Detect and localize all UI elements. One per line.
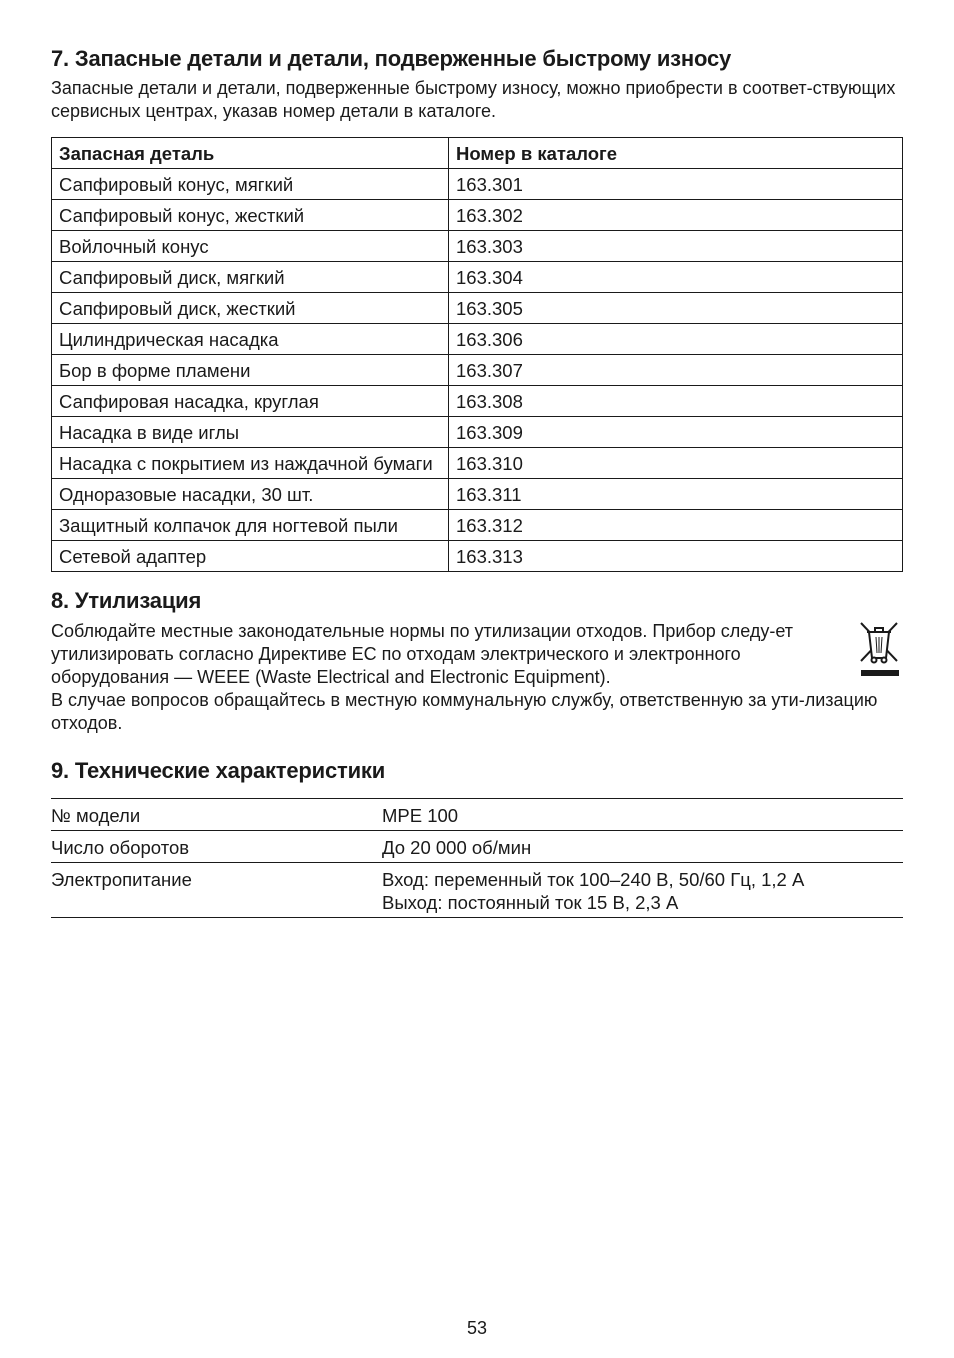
part-name-cell: Цилиндрическая насадка: [52, 324, 449, 355]
spec-label: № модели: [51, 799, 382, 831]
spec-label: Электропитание: [51, 863, 382, 918]
catalog-number-cell: 163.313: [449, 541, 903, 572]
catalog-number-cell: 163.308: [449, 386, 903, 417]
catalog-number-cell: 163.302: [449, 200, 903, 231]
part-name-cell: Насадка с покрытием из наждачной бумаги: [52, 448, 449, 479]
table-row: [52, 386, 903, 417]
catalog-number-cell: 163.309: [449, 417, 903, 448]
disposal-block: [51, 620, 903, 735]
section-7-intro: Запасные детали и детали, подверженные быстрому износу, можно приобрести в соответ-ствующих сервисных центрах, указав номер детали в каталоге.: [51, 78, 896, 121]
spec-value-line: Вход: переменный ток 100–240 В, 50/60 Гц, 1,2 А: [382, 869, 805, 890]
table-row: [52, 417, 903, 448]
part-name-cell: Сапфировый диск, жесткий: [52, 293, 449, 324]
part-name-cell: Сапфировый диск, мягкий: [52, 262, 449, 293]
catalog-number-cell: 163.303: [449, 231, 903, 262]
spec-value: [382, 799, 903, 831]
table-row: [52, 293, 903, 324]
part-name-cell: Насадка в виде иглы: [52, 417, 449, 448]
spare-parts-table: [51, 137, 903, 572]
disposal-paragraph-2: В случае вопросов обращайтесь в местную коммунальную службу, ответственную за ути-лизацию отходов.: [51, 690, 878, 733]
catalog-number-cell: 163.312: [449, 510, 903, 541]
disposal-paragraph-1: Соблюдайте местные законодательные нормы по утилизации отходов. Прибор следу-ет утилизировать согласно Директиве ЕС по отходам электрического и электронного оборудования — WEEE (Waste Electrical and Electronic Equipment).: [51, 621, 794, 687]
part-name-cell: Сапфировая насадка, круглая: [52, 386, 449, 417]
spec-row: [51, 831, 903, 863]
part-name-cell: Сапфировый конус, жесткий: [52, 200, 449, 231]
spec-value-line: До 20 000 об/мин: [382, 837, 532, 858]
table-row: [52, 541, 903, 572]
part-name-cell: Сапфировый конус, мягкий: [52, 169, 449, 200]
table-row: [52, 169, 903, 200]
table-row: [52, 479, 903, 510]
part-name-cell: Сетевой адаптер: [52, 541, 449, 572]
spec-row: [51, 799, 903, 831]
section-8-heading: 8. Утилизация: [51, 588, 202, 613]
spec-row: [51, 863, 903, 918]
catalog-number-cell: 163.311: [449, 479, 903, 510]
spec-value: [382, 831, 903, 863]
table-row: [52, 448, 903, 479]
specifications-table: [51, 798, 903, 918]
table-row: [52, 262, 903, 293]
table-header-row: [52, 138, 903, 169]
column-header-part: Запасная деталь: [52, 138, 449, 169]
part-name-cell: Одноразовые насадки, 30 шт.: [52, 479, 449, 510]
document-page: [51, 44, 903, 918]
crossed-out-wheelie-bin-icon: [857, 621, 901, 679]
spare-parts-table-body: [52, 169, 903, 572]
part-name-cell: Войлочный конус: [52, 231, 449, 262]
catalog-number-cell: 163.301: [449, 169, 903, 200]
spec-value-line: MPE 100: [382, 805, 459, 826]
table-row: [52, 510, 903, 541]
catalog-number-cell: 163.304: [449, 262, 903, 293]
spec-label: Число оборотов: [51, 831, 382, 863]
part-name-cell: Защитный колпачок для ногтевой пыли: [52, 510, 449, 541]
part-name-cell: Бор в форме пламени: [52, 355, 449, 386]
table-row: [52, 231, 903, 262]
table-row: [52, 200, 903, 231]
section-9-heading: 9. Технические характеристики: [51, 758, 386, 783]
spec-value: [382, 863, 903, 918]
specifications-table-body: [51, 799, 903, 918]
catalog-number-cell: 163.306: [449, 324, 903, 355]
section-7-heading: 7. Запасные детали и детали, подверженные быстрому износу: [51, 46, 732, 71]
column-header-catalog-number: Номер в каталоге: [449, 138, 903, 169]
spec-value-line: Выход: постоянный ток 15 В, 2,3 А: [382, 892, 679, 913]
catalog-number-cell: 163.307: [449, 355, 903, 386]
page-number: 53: [466, 1318, 488, 1338]
catalog-number-cell: 163.305: [449, 293, 903, 324]
catalog-number-cell: 163.310: [449, 448, 903, 479]
table-row: [52, 355, 903, 386]
table-row: [52, 324, 903, 355]
